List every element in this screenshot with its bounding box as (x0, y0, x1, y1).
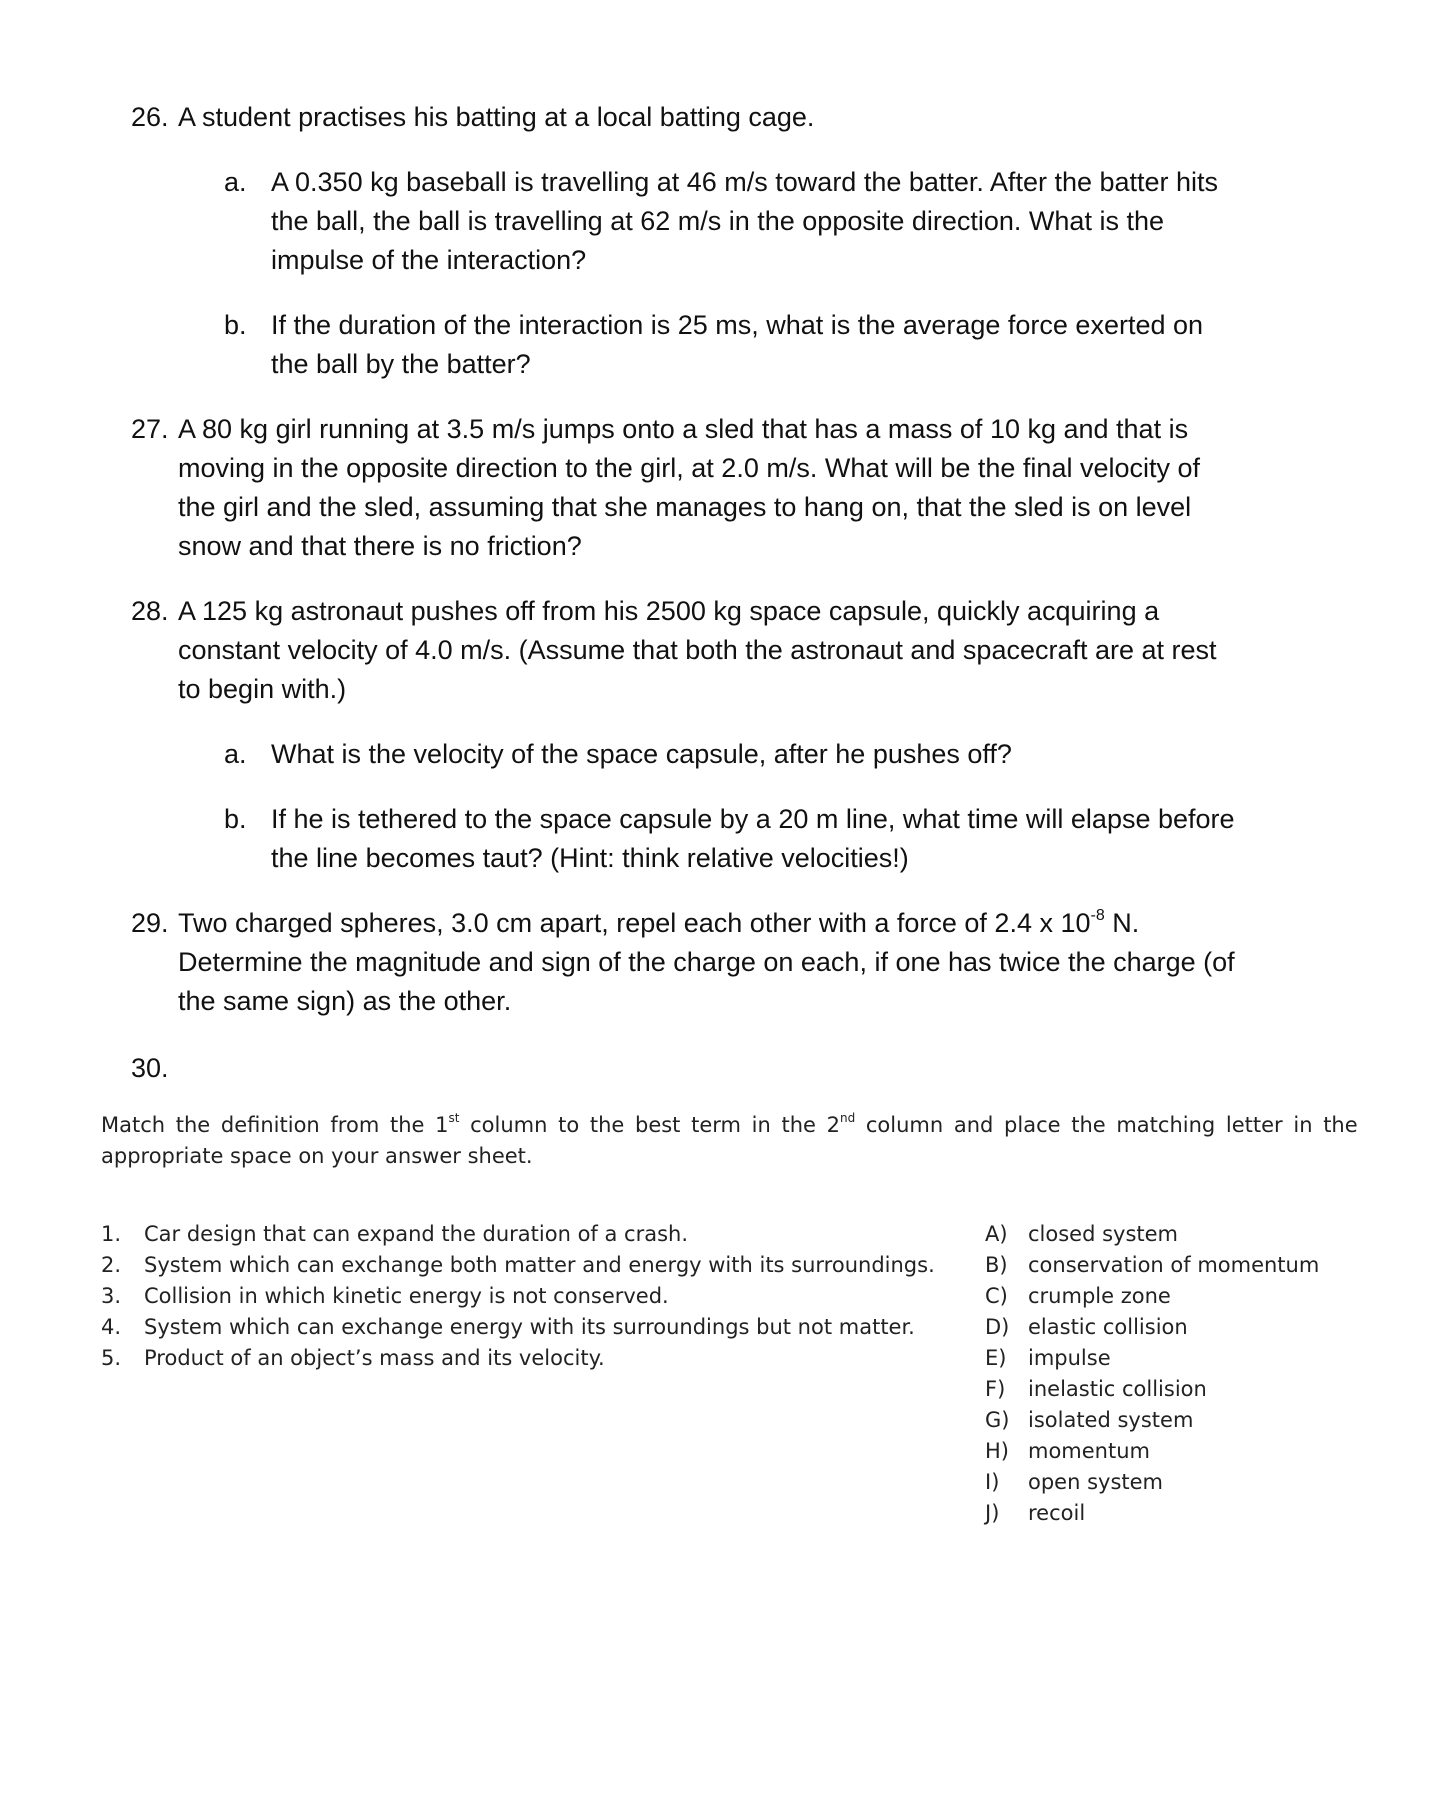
definition-item: 1. Car design that can expand the duration of a crash. (101, 1222, 689, 1246)
term-item: C) crumple zone (985, 1284, 1171, 1308)
question-number: 28. (131, 596, 169, 626)
question-number: 27. (131, 414, 169, 444)
question-text: A 125 kg astronaut pushes off from his 2500 kg space capsule, quickly acquiring a constant velocity of 4.0 m/s. (Assume that both the astronaut and spacecraft are at rest to begin with.) (178, 596, 1217, 704)
definitions-column (101, 1219, 1001, 1374)
question-number: 26. (131, 102, 169, 132)
question-number: 30. (131, 1053, 169, 1083)
part-letter: a. (224, 167, 247, 197)
matching-section (101, 1110, 1358, 1525)
term-item: G) isolated system (985, 1408, 1194, 1432)
term-item: H) momentum (985, 1439, 1150, 1463)
question-text: Two charged spheres, 3.0 cm apart, repel each other with a force of 2.4 x $10^{-8}$ N. Determine the magnitude and sign of the charge on each, if one has twice the charge (of the same sign) as the other. (178, 907, 1235, 1016)
part-letter: b. (224, 310, 247, 340)
term-item: F) inelastic collision (985, 1377, 1207, 1401)
part-text: If he is tethered to the space capsule by a 20 m line, what time will elapse before the line becomes taut? (Hint: think relative velocities!) (271, 804, 1235, 873)
term-item: A) closed system (985, 1222, 1179, 1246)
question-text: A 80 kg girl running at 3.5 m/s jumps onto a sled that has a mass of 10 kg and that is moving in the opposite direction to the girl, at 2.0 m/s. What will be the final velocity of the girl and the sled, assuming that she manages to hang on, that the sled is on level snow and that there is no friction? (178, 414, 1201, 561)
term-item: J) recoil (985, 1501, 1086, 1525)
question-number: 29. (131, 908, 169, 938)
term-item: D) elastic collision (985, 1315, 1188, 1339)
definition-item: 5. Product of an object’s mass and its velocity. (101, 1346, 605, 1370)
terms-column (985, 1219, 1341, 1529)
exponent: -8 (1090, 907, 1105, 924)
term-item: I) open system (985, 1470, 1164, 1494)
term-item: E) impulse (985, 1346, 1111, 1370)
matching-instructions: Match the definition from the 1st column to the best term in the 2nd column and place the matching letter in the appropriate space on your answer sheet. (101, 1111, 1358, 1168)
definition-item: 3. Collision in which kinetic energy is not conserved. (101, 1284, 669, 1308)
definition-item: 2. System which can exchange both matter and energy with its surroundings. (101, 1253, 935, 1277)
part-text: A 0.350 kg baseball is travelling at 46 m/s toward the batter. After the batter hits the ball, the ball is travelling at 62 m/s in the opposite direction. What is the impulse of the interaction? (271, 167, 1219, 275)
part-text: If the duration of the interaction is 25 ms, what is the average force exerted on the ball by the batter? (271, 310, 1204, 379)
question-text: A student practises his batting at a local batting cage. (178, 102, 815, 132)
definition-item: 4. System which can exchange energy with its surroundings but not matter. (101, 1315, 915, 1339)
part-letter: b. (224, 804, 247, 834)
term-item: B) conservation of momentum (985, 1253, 1320, 1277)
part-letter: a. (224, 739, 247, 769)
part-text: What is the velocity of the space capsule, after he pushes off? (271, 739, 1012, 769)
